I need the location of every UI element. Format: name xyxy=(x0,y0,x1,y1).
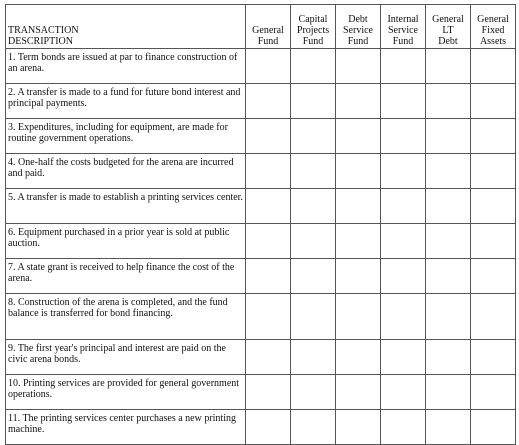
debt-service-fund-cell[interactable] xyxy=(336,49,381,84)
header-line: Fund xyxy=(302,36,324,47)
table-row xyxy=(6,224,516,259)
header-line: Service xyxy=(388,25,418,36)
capital-projects-fund-cell[interactable] xyxy=(291,375,336,410)
general-lt-debt-cell[interactable] xyxy=(426,49,471,84)
general-fixed-assets-cell[interactable] xyxy=(471,224,516,259)
debt-service-fund-cell[interactable] xyxy=(336,375,381,410)
general-fixed-assets-cell[interactable] xyxy=(471,294,516,340)
general-fixed-assets-cell[interactable] xyxy=(471,259,516,294)
internal-service-fund-cell[interactable] xyxy=(381,119,426,154)
capital-projects-fund-cell[interactable] xyxy=(291,84,336,119)
table-row xyxy=(6,375,516,410)
general-fixed-assets-cell[interactable] xyxy=(471,84,516,119)
header-general-fund xyxy=(246,5,291,49)
internal-service-fund-cell[interactable] xyxy=(381,375,426,410)
transaction-description: 3. Expenditures, including for equipment, are made for routine government operations. xyxy=(6,119,246,154)
general-lt-debt-cell[interactable] xyxy=(426,340,471,375)
general-lt-debt-cell[interactable] xyxy=(426,154,471,189)
transaction-description: 10. Printing services are provided for general government operations. xyxy=(6,375,246,410)
header-line: Service xyxy=(343,25,373,36)
general-lt-debt-cell[interactable] xyxy=(426,189,471,224)
general-fund-cell[interactable] xyxy=(246,410,291,445)
header-line: Projects xyxy=(296,25,330,36)
general-lt-debt-cell[interactable] xyxy=(426,410,471,445)
header-debt-service-fund xyxy=(336,5,381,49)
capital-projects-fund-cell[interactable] xyxy=(291,119,336,154)
table-row xyxy=(6,119,516,154)
general-fund-cell[interactable] xyxy=(246,375,291,410)
capital-projects-fund-cell[interactable] xyxy=(291,410,336,445)
general-fixed-assets-cell[interactable] xyxy=(471,340,516,375)
capital-projects-fund-cell[interactable] xyxy=(291,259,336,294)
debt-service-fund-cell[interactable] xyxy=(336,410,381,445)
general-fixed-assets-cell[interactable] xyxy=(471,49,516,84)
header-line: General xyxy=(477,14,509,25)
transaction-description: 6. Equipment purchased in a prior year is sold at public auction. xyxy=(6,224,246,259)
general-fund-cell[interactable] xyxy=(246,294,291,340)
header-line: Assets xyxy=(479,36,507,47)
table-row xyxy=(6,410,516,445)
table-row xyxy=(6,154,516,189)
capital-projects-fund-cell[interactable] xyxy=(291,189,336,224)
header-line: Debt xyxy=(348,14,368,25)
capital-projects-fund-cell[interactable] xyxy=(291,49,336,84)
header-row xyxy=(6,5,516,49)
internal-service-fund-cell[interactable] xyxy=(381,154,426,189)
transaction-description: 11. The printing services center purchases a new printing machine. xyxy=(6,410,246,445)
transaction-description: 4. One-half the costs budgeted for the arena are incurred and paid. xyxy=(6,154,246,189)
transaction-description: 5. A transfer is made to establish a printing services center. xyxy=(6,189,246,224)
general-lt-debt-cell[interactable] xyxy=(426,375,471,410)
general-fund-cell[interactable] xyxy=(246,340,291,375)
header-general-lt-debt xyxy=(426,5,471,49)
general-fund-cell[interactable] xyxy=(246,119,291,154)
debt-service-fund-cell[interactable] xyxy=(336,189,381,224)
general-fixed-assets-cell[interactable] xyxy=(471,410,516,445)
header-line: Fixed xyxy=(481,25,505,36)
debt-service-fund-cell[interactable] xyxy=(336,259,381,294)
general-fixed-assets-cell[interactable] xyxy=(471,189,516,224)
internal-service-fund-cell[interactable] xyxy=(381,84,426,119)
transaction-worksheet-table xyxy=(5,4,516,445)
table-row xyxy=(6,259,516,294)
general-fund-cell[interactable] xyxy=(246,189,291,224)
internal-service-fund-cell[interactable] xyxy=(381,259,426,294)
debt-service-fund-cell[interactable] xyxy=(336,294,381,340)
internal-service-fund-cell[interactable] xyxy=(381,189,426,224)
table-row xyxy=(6,49,516,84)
debt-service-fund-cell[interactable] xyxy=(336,119,381,154)
transaction-description: 1. Term bonds are issued at par to finance construction of an arena. xyxy=(6,49,246,84)
header-internal-service-fund xyxy=(381,5,426,49)
table-row xyxy=(6,340,516,375)
internal-service-fund-cell[interactable] xyxy=(381,49,426,84)
debt-service-fund-cell[interactable] xyxy=(336,154,381,189)
header-line: Debt xyxy=(438,36,458,47)
general-lt-debt-cell[interactable] xyxy=(426,259,471,294)
header-line: LT xyxy=(442,25,454,36)
table-row xyxy=(6,189,516,224)
general-lt-debt-cell[interactable] xyxy=(426,294,471,340)
transaction-description: 8. Construction of the arena is completed, and the fund balance is transferred for bond financing. xyxy=(6,294,246,340)
header-line: Fund xyxy=(347,36,369,47)
transaction-description: 2. A transfer is made to a fund for future bond interest and principal payments. xyxy=(6,84,246,119)
header-general-fixed-assets xyxy=(471,5,516,49)
capital-projects-fund-cell[interactable] xyxy=(291,224,336,259)
capital-projects-fund-cell[interactable] xyxy=(291,340,336,375)
internal-service-fund-cell[interactable] xyxy=(381,224,426,259)
capital-projects-fund-cell[interactable] xyxy=(291,154,336,189)
general-fund-cell[interactable] xyxy=(246,154,291,189)
table-row xyxy=(6,84,516,119)
debt-service-fund-cell[interactable] xyxy=(336,224,381,259)
general-fund-cell[interactable] xyxy=(246,259,291,294)
general-fund-cell[interactable] xyxy=(246,84,291,119)
general-fund-cell[interactable] xyxy=(246,224,291,259)
transaction-description: 9. The first year's principal and interest are paid on the civic arena bonds. xyxy=(6,340,246,375)
header-line: DESCRIPTION xyxy=(8,36,74,47)
header-line: Capital xyxy=(298,14,328,25)
header-line: TRANSACTION xyxy=(8,25,79,36)
debt-service-fund-cell[interactable] xyxy=(336,340,381,375)
general-fixed-assets-cell[interactable] xyxy=(471,375,516,410)
transaction-description: 7. A state grant is received to help finance the cost of the arena. xyxy=(6,259,246,294)
general-fund-cell[interactable] xyxy=(246,49,291,84)
header-line: Internal xyxy=(387,14,419,25)
header-line: General xyxy=(432,14,464,25)
general-lt-debt-cell[interactable] xyxy=(426,84,471,119)
internal-service-fund-cell[interactable] xyxy=(381,294,426,340)
header-capital-projects-fund xyxy=(291,5,336,49)
capital-projects-fund-cell[interactable] xyxy=(291,294,336,340)
debt-service-fund-cell[interactable] xyxy=(336,84,381,119)
header-line: Fund xyxy=(257,36,279,47)
header-transaction-description xyxy=(6,5,246,49)
general-fixed-assets-cell[interactable] xyxy=(471,154,516,189)
header-line: Fund xyxy=(392,36,414,47)
internal-service-fund-cell[interactable] xyxy=(381,340,426,375)
general-lt-debt-cell[interactable] xyxy=(426,119,471,154)
general-lt-debt-cell[interactable] xyxy=(426,224,471,259)
table-row xyxy=(6,294,516,340)
general-fixed-assets-cell[interactable] xyxy=(471,119,516,154)
internal-service-fund-cell[interactable] xyxy=(381,410,426,445)
header-line: General xyxy=(252,25,284,36)
